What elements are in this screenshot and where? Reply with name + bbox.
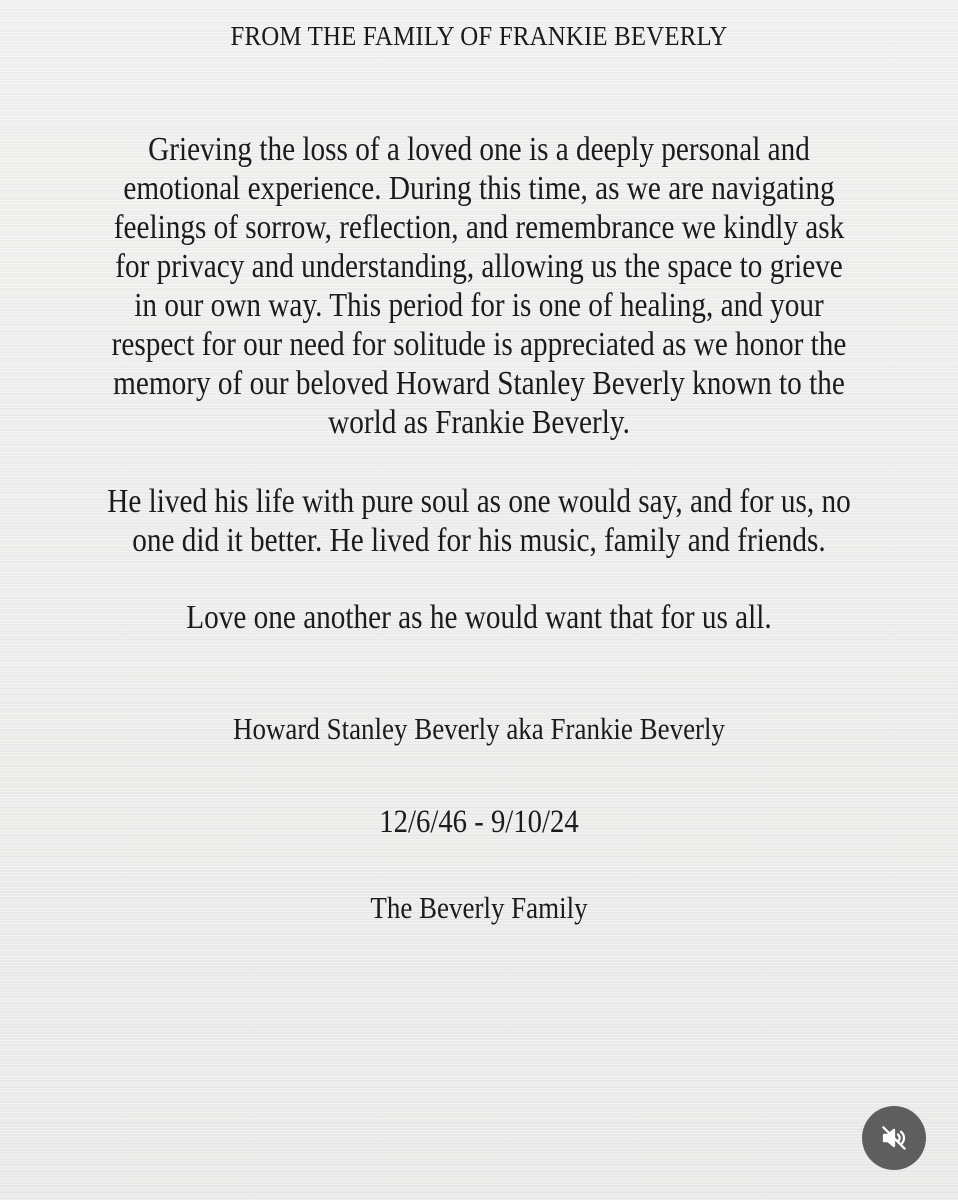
- statement-paragraph: Grieving the loss of a loved one is a deeply personal and emotional experience. During this time, as we are navigating feelings of sorrow, reflection, and remembrance we kindly ask for privacy and understanding, allowing us the space to grieve in our own way. This period for is one of healing, and your respect for our need for solitude is appreciated as we honor the memory of our beloved Howard Stanley Beverly known to the world as Frankie Beverly.: [111, 131, 847, 441]
- statement-paragraph: Love one another as he would want that for us all.: [186, 599, 772, 636]
- signature: The Beverly Family: [370, 890, 588, 925]
- speaker-muted-icon: [879, 1123, 909, 1153]
- family-statement: [40, 18, 918, 928]
- statement-heading: FROM THE FAMILY OF FRANKIE BEVERLY: [230, 21, 728, 51]
- statement-paragraph: He lived his life with pure soul as one would say, and for us, no one did it better. He lived for his music, family and friends.: [107, 483, 851, 559]
- mute-toggle-button[interactable]: [862, 1106, 926, 1170]
- life-dates: 12/6/46 - 9/10/24: [379, 804, 579, 840]
- full-name: Howard Stanley Beverly aka Frankie Beverly: [232, 711, 726, 746]
